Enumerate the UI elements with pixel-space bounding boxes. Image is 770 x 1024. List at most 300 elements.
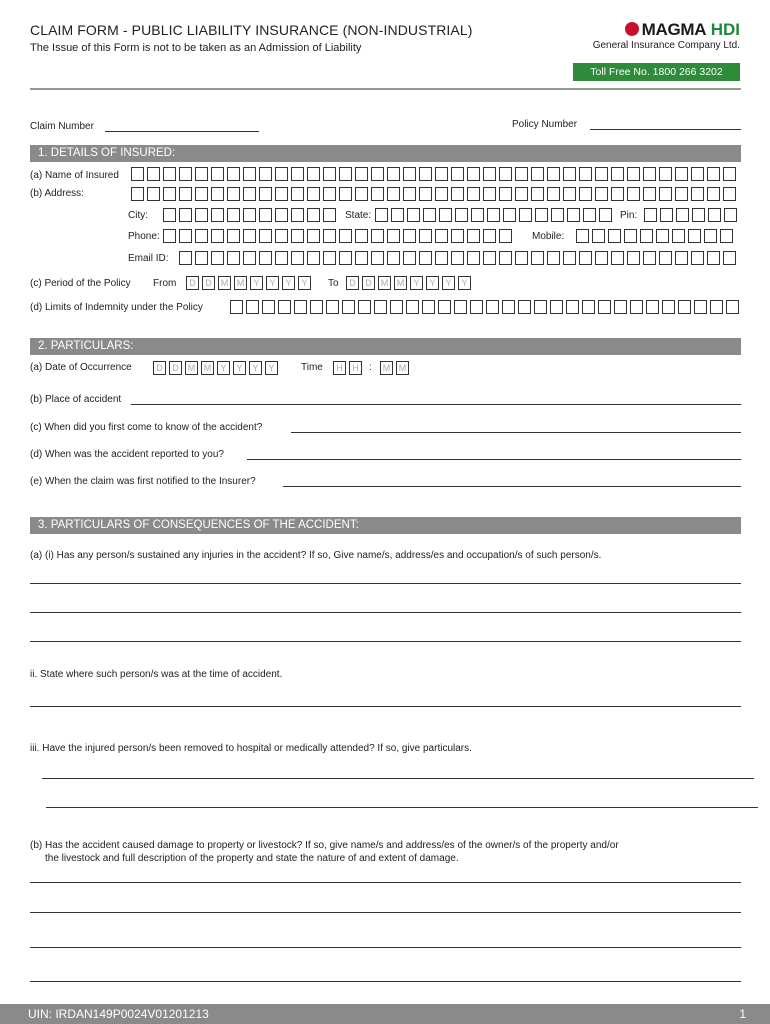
char-box[interactable] (435, 251, 448, 265)
first-known-label: (c) When did you first come to know of the accident? (30, 422, 263, 433)
char-box[interactable] (660, 208, 673, 222)
uin-code: UIN: IRDAN149P0024V01201213 (28, 1007, 209, 1021)
char-box[interactable] (243, 251, 256, 265)
char-box[interactable] (592, 229, 605, 243)
char-box[interactable] (275, 187, 288, 201)
phone-boxes[interactable] (163, 229, 512, 243)
char-box[interactable] (275, 229, 288, 243)
answer-line[interactable] (30, 706, 741, 707)
char-box[interactable] (419, 167, 432, 181)
char-box[interactable] (515, 167, 528, 181)
char-box[interactable] (675, 167, 688, 181)
char-box[interactable]: Y (426, 276, 439, 290)
limits-of-indemnity-label: (d) Limits of Indemnity under the Policy (30, 302, 203, 313)
char-box[interactable] (259, 167, 272, 181)
email-boxes[interactable] (179, 251, 736, 265)
char-box[interactable] (211, 251, 224, 265)
char-box[interactable] (643, 167, 656, 181)
char-box[interactable] (179, 229, 192, 243)
char-box[interactable] (483, 251, 496, 265)
char-box[interactable]: M (234, 276, 247, 290)
char-box[interactable] (243, 167, 256, 181)
char-box[interactable] (419, 251, 432, 265)
char-box[interactable] (624, 229, 637, 243)
char-box[interactable] (291, 251, 304, 265)
char-box[interactable] (227, 251, 240, 265)
char-box[interactable]: Y (266, 276, 279, 290)
char-box[interactable]: H (349, 361, 362, 375)
char-box[interactable] (355, 187, 368, 201)
char-box[interactable] (582, 300, 595, 314)
char-box[interactable] (246, 300, 259, 314)
char-box[interactable] (486, 300, 499, 314)
char-box[interactable] (179, 208, 192, 222)
char-box[interactable] (291, 187, 304, 201)
reported-line[interactable] (247, 459, 741, 460)
answer-line[interactable] (42, 778, 754, 779)
char-box[interactable] (374, 300, 387, 314)
answer-line[interactable] (30, 612, 741, 613)
address-label: (b) Address: (30, 188, 84, 199)
char-box[interactable] (567, 208, 580, 222)
logo-word: MAGMA (641, 20, 707, 39)
char-box[interactable] (243, 208, 256, 222)
char-box[interactable] (259, 251, 272, 265)
char-box[interactable] (326, 300, 339, 314)
policy-number-label: Policy Number (512, 119, 578, 130)
char-box[interactable] (387, 167, 400, 181)
char-box[interactable] (163, 208, 176, 222)
char-box[interactable] (720, 229, 733, 243)
char-box[interactable] (278, 300, 291, 314)
char-box[interactable] (291, 208, 304, 222)
char-box[interactable] (487, 208, 500, 222)
char-box[interactable] (710, 300, 723, 314)
char-box[interactable] (708, 208, 721, 222)
char-box[interactable] (259, 208, 272, 222)
char-box[interactable] (259, 229, 272, 243)
char-box[interactable] (307, 208, 320, 222)
char-box[interactable] (576, 229, 589, 243)
char-box[interactable] (692, 208, 705, 222)
mobile-boxes[interactable] (576, 229, 733, 243)
char-box[interactable]: Y (298, 276, 311, 290)
char-box[interactable] (723, 251, 736, 265)
char-box[interactable] (499, 229, 512, 243)
char-box[interactable] (611, 167, 624, 181)
char-box[interactable] (595, 251, 608, 265)
char-box[interactable] (275, 251, 288, 265)
time-minute-boxes[interactable] (380, 361, 409, 375)
char-box[interactable] (630, 300, 643, 314)
char-box[interactable] (387, 251, 400, 265)
char-box[interactable] (407, 208, 420, 222)
char-box[interactable] (291, 167, 304, 181)
char-box[interactable] (371, 167, 384, 181)
char-box[interactable] (499, 251, 512, 265)
char-box[interactable]: M (394, 276, 407, 290)
section-details-of-insured: 1. DETAILS OF INSURED: (30, 145, 741, 162)
char-box[interactable] (643, 251, 656, 265)
from-label: From (153, 278, 177, 289)
notified-label: (e) When the claim was first notified to the Insurer? (30, 476, 256, 487)
char-box[interactable] (387, 187, 400, 201)
char-box[interactable] (323, 167, 336, 181)
char-box[interactable] (691, 251, 704, 265)
char-box[interactable] (227, 229, 240, 243)
answer-line[interactable] (30, 947, 741, 948)
answer-line[interactable] (30, 882, 741, 883)
char-box[interactable] (451, 167, 464, 181)
char-box[interactable] (483, 187, 496, 201)
char-box[interactable] (470, 300, 483, 314)
char-box[interactable] (355, 229, 368, 243)
char-box[interactable] (646, 300, 659, 314)
char-box[interactable] (403, 251, 416, 265)
char-box[interactable] (599, 208, 612, 222)
char-box[interactable] (707, 187, 720, 201)
char-box[interactable] (243, 229, 256, 243)
char-box[interactable] (531, 167, 544, 181)
char-box[interactable] (195, 251, 208, 265)
company-logo (580, 20, 740, 51)
char-box[interactable]: Y (265, 361, 278, 375)
char-box[interactable] (451, 251, 464, 265)
char-box[interactable] (531, 251, 544, 265)
char-box[interactable] (724, 208, 737, 222)
char-box[interactable] (403, 187, 416, 201)
char-box[interactable] (355, 167, 368, 181)
char-box[interactable] (422, 300, 435, 314)
char-box[interactable]: Y (233, 361, 246, 375)
answer-line[interactable] (46, 807, 758, 808)
char-box[interactable] (691, 187, 704, 201)
char-box[interactable] (438, 300, 451, 314)
char-box[interactable]: M (380, 361, 393, 375)
char-box[interactable] (726, 300, 739, 314)
char-box[interactable] (227, 167, 240, 181)
char-box[interactable] (419, 187, 432, 201)
char-box[interactable] (211, 229, 224, 243)
to-label: To (328, 278, 339, 289)
claim-number-field[interactable] (105, 131, 259, 132)
char-box[interactable] (307, 187, 320, 201)
char-box[interactable] (640, 229, 653, 243)
char-box[interactable] (163, 167, 176, 181)
char-box[interactable] (675, 251, 688, 265)
char-box[interactable] (358, 300, 371, 314)
char-box[interactable] (262, 300, 275, 314)
char-box[interactable] (672, 229, 685, 243)
char-box[interactable] (675, 187, 688, 201)
char-box[interactable] (406, 300, 419, 314)
char-box[interactable] (195, 187, 208, 201)
property-damage-question-cont: the livestock and full description of the property and state the nature of and extent of damage. (45, 853, 459, 864)
state-label: State: (345, 210, 372, 221)
char-box[interactable] (676, 208, 689, 222)
char-box[interactable] (704, 229, 717, 243)
char-box[interactable] (483, 229, 496, 243)
char-box[interactable] (227, 208, 240, 222)
char-box[interactable]: M (185, 361, 198, 375)
char-box[interactable] (275, 208, 288, 222)
char-box[interactable] (467, 167, 480, 181)
char-box[interactable] (294, 300, 307, 314)
char-box[interactable] (503, 208, 516, 222)
char-box[interactable] (611, 251, 624, 265)
char-box[interactable] (563, 167, 576, 181)
magma-emblem-icon (625, 22, 639, 36)
city-boxes[interactable] (163, 208, 336, 222)
char-box[interactable] (455, 208, 468, 222)
name-of-insured-boxes[interactable] (131, 167, 736, 181)
char-box[interactable] (195, 208, 208, 222)
property-damage-question: (b) Has the accident caused damage to property or livestock? If so, give name/s and address/es of the owner/s of the property and/or (30, 840, 619, 851)
date-of-occurrence-boxes[interactable] (153, 361, 278, 375)
char-box[interactable] (163, 187, 176, 201)
char-box[interactable] (547, 167, 560, 181)
char-box[interactable] (291, 229, 304, 243)
policy-number-field[interactable] (590, 129, 741, 130)
char-box[interactable] (275, 167, 288, 181)
char-box[interactable] (467, 229, 480, 243)
answer-line[interactable] (30, 981, 741, 982)
header-divider (30, 88, 741, 90)
char-box[interactable] (550, 300, 563, 314)
place-of-accident-label: (b) Place of accident (30, 394, 122, 405)
char-box[interactable] (451, 229, 464, 243)
char-box[interactable] (243, 187, 256, 201)
hospital-question: iii. Have the injured person/s been removed to hospital or medically attended? If so, give particulars. (30, 743, 472, 754)
char-box[interactable]: M (396, 361, 409, 375)
char-box[interactable]: D (346, 276, 359, 290)
pin-label: Pin: (620, 210, 638, 221)
char-box[interactable] (579, 187, 592, 201)
char-box[interactable] (694, 300, 707, 314)
char-box[interactable] (656, 229, 669, 243)
char-box[interactable] (627, 167, 640, 181)
char-box[interactable] (323, 229, 336, 243)
char-box[interactable] (179, 251, 192, 265)
char-box[interactable] (403, 167, 416, 181)
char-box[interactable] (707, 251, 720, 265)
char-box[interactable] (678, 300, 691, 314)
pin-boxes[interactable] (644, 208, 737, 222)
char-box[interactable] (147, 187, 160, 201)
char-box[interactable] (390, 300, 403, 314)
char-box[interactable] (371, 229, 384, 243)
char-box[interactable] (435, 187, 448, 201)
char-box[interactable]: Y (249, 361, 262, 375)
answer-line[interactable] (30, 641, 741, 642)
char-box[interactable] (435, 167, 448, 181)
char-box[interactable] (579, 167, 592, 181)
first-known-line[interactable] (291, 432, 741, 433)
location-question: ii. State where such person/s was at the time of accident. (30, 669, 283, 680)
char-box[interactable] (310, 300, 323, 314)
char-box[interactable] (499, 167, 512, 181)
char-box[interactable]: Y (250, 276, 263, 290)
time-hour-boxes[interactable] (333, 361, 362, 375)
char-box[interactable] (323, 208, 336, 222)
time-label: Time (301, 362, 323, 373)
char-box[interactable] (659, 251, 672, 265)
mobile-label: Mobile: (532, 231, 565, 242)
char-box[interactable] (323, 251, 336, 265)
char-box[interactable] (659, 187, 672, 201)
char-box[interactable] (307, 251, 320, 265)
char-box[interactable] (688, 229, 701, 243)
char-box[interactable] (502, 300, 515, 314)
char-box[interactable] (595, 167, 608, 181)
char-box[interactable]: M (218, 276, 231, 290)
char-box[interactable] (535, 208, 548, 222)
place-of-accident-line[interactable] (131, 404, 741, 405)
char-box[interactable] (307, 167, 320, 181)
char-box[interactable] (342, 300, 355, 314)
char-box[interactable] (439, 208, 452, 222)
char-box[interactable] (583, 208, 596, 222)
char-box[interactable] (611, 187, 624, 201)
char-box[interactable] (563, 187, 576, 201)
char-box[interactable] (423, 208, 436, 222)
char-box[interactable] (691, 167, 704, 181)
char-box[interactable] (375, 208, 388, 222)
char-box[interactable] (339, 229, 352, 243)
char-box[interactable] (723, 187, 736, 201)
char-box[interactable] (211, 187, 224, 201)
char-box[interactable] (454, 300, 467, 314)
char-box[interactable] (519, 208, 532, 222)
char-box[interactable]: Y (410, 276, 423, 290)
char-box[interactable] (531, 187, 544, 201)
logo-subtitle: General Insurance Company Ltd. (592, 40, 740, 51)
char-box[interactable] (211, 167, 224, 181)
char-box[interactable] (179, 167, 192, 181)
page-number: 1 (739, 1007, 746, 1021)
char-box[interactable] (551, 208, 564, 222)
char-box[interactable] (598, 300, 611, 314)
state-boxes[interactable] (375, 208, 612, 222)
char-box[interactable] (608, 229, 621, 243)
notified-line[interactable] (283, 486, 741, 487)
answer-line[interactable] (30, 912, 741, 913)
section-consequences: 3. PARTICULARS OF CONSEQUENCES OF THE ACCIDENT: (30, 517, 741, 534)
char-box[interactable] (355, 251, 368, 265)
char-box[interactable] (566, 300, 579, 314)
char-box[interactable] (723, 167, 736, 181)
char-box[interactable] (595, 187, 608, 201)
char-box[interactable] (518, 300, 531, 314)
char-box[interactable] (195, 167, 208, 181)
char-box[interactable] (131, 187, 144, 201)
char-box[interactable]: D (169, 361, 182, 375)
char-box[interactable] (451, 187, 464, 201)
char-box[interactable] (391, 208, 404, 222)
char-box[interactable] (323, 187, 336, 201)
char-box[interactable]: D (362, 276, 375, 290)
toll-free-banner: Toll Free No. 1800 266 3202 (573, 63, 740, 81)
char-box[interactable]: M (378, 276, 391, 290)
char-box[interactable] (471, 208, 484, 222)
char-box[interactable]: D (186, 276, 199, 290)
period-from-date-boxes[interactable] (186, 276, 311, 290)
char-box[interactable] (659, 167, 672, 181)
char-box[interactable] (467, 251, 480, 265)
char-box[interactable] (259, 187, 272, 201)
answer-line[interactable] (30, 583, 741, 584)
char-box[interactable] (211, 208, 224, 222)
char-box[interactable] (563, 251, 576, 265)
char-box[interactable] (403, 229, 416, 243)
limits-of-indemnity-boxes[interactable] (230, 300, 739, 314)
char-box[interactable] (643, 187, 656, 201)
char-box[interactable] (662, 300, 675, 314)
char-box[interactable] (547, 251, 560, 265)
form-subtitle: The Issue of this Form is not to be taken as an Admission of Liability (30, 42, 362, 54)
char-box[interactable] (435, 229, 448, 243)
char-box[interactable] (627, 251, 640, 265)
char-box[interactable]: Y (442, 276, 455, 290)
period-to-date-boxes[interactable] (346, 276, 471, 290)
logo-hdi: HDI (710, 20, 740, 39)
char-box[interactable]: M (201, 361, 214, 375)
char-box[interactable] (339, 167, 352, 181)
char-box[interactable] (307, 229, 320, 243)
char-box[interactable] (387, 229, 400, 243)
char-box[interactable] (547, 187, 560, 201)
char-box[interactable] (339, 187, 352, 201)
char-box[interactable] (163, 229, 176, 243)
char-box[interactable] (131, 167, 144, 181)
char-box[interactable] (147, 167, 160, 181)
char-box[interactable]: Y (282, 276, 295, 290)
char-box[interactable]: D (202, 276, 215, 290)
char-box[interactable] (467, 187, 480, 201)
char-box[interactable] (515, 251, 528, 265)
char-box[interactable] (371, 251, 384, 265)
name-of-insured-label: (a) Name of Insured (30, 170, 119, 181)
char-box[interactable] (371, 187, 384, 201)
char-box[interactable] (707, 167, 720, 181)
char-box[interactable]: Y (458, 276, 471, 290)
char-box[interactable]: Y (217, 361, 230, 375)
char-box[interactable] (579, 251, 592, 265)
address-boxes[interactable] (131, 187, 736, 201)
char-box[interactable] (499, 187, 512, 201)
section-particulars: 2. PARTICULARS: (30, 338, 741, 355)
reported-label: (d) When was the accident reported to you? (30, 449, 224, 460)
char-box[interactable]: D (153, 361, 166, 375)
char-box[interactable] (483, 167, 496, 181)
char-box[interactable] (179, 187, 192, 201)
form-title: CLAIM FORM - PUBLIC LIABILITY INSURANCE (NON-INDUSTRIAL) (30, 22, 473, 38)
char-box[interactable]: H (333, 361, 346, 375)
char-box[interactable] (515, 187, 528, 201)
char-box[interactable] (644, 208, 657, 222)
char-box[interactable] (614, 300, 627, 314)
date-of-occurrence-label: (a) Date of Occurrence (30, 362, 132, 373)
char-box[interactable] (195, 229, 208, 243)
char-box[interactable] (534, 300, 547, 314)
char-box[interactable] (419, 229, 432, 243)
char-box[interactable] (339, 251, 352, 265)
char-box[interactable] (230, 300, 243, 314)
char-box[interactable] (627, 187, 640, 201)
char-box[interactable] (227, 187, 240, 201)
injuries-question: (a) (i) Has any person/s sustained any injuries in the accident? If so, Give name/s, address/es and occupation/s of such person/s. (30, 550, 602, 561)
footer-bar (0, 1004, 770, 1024)
